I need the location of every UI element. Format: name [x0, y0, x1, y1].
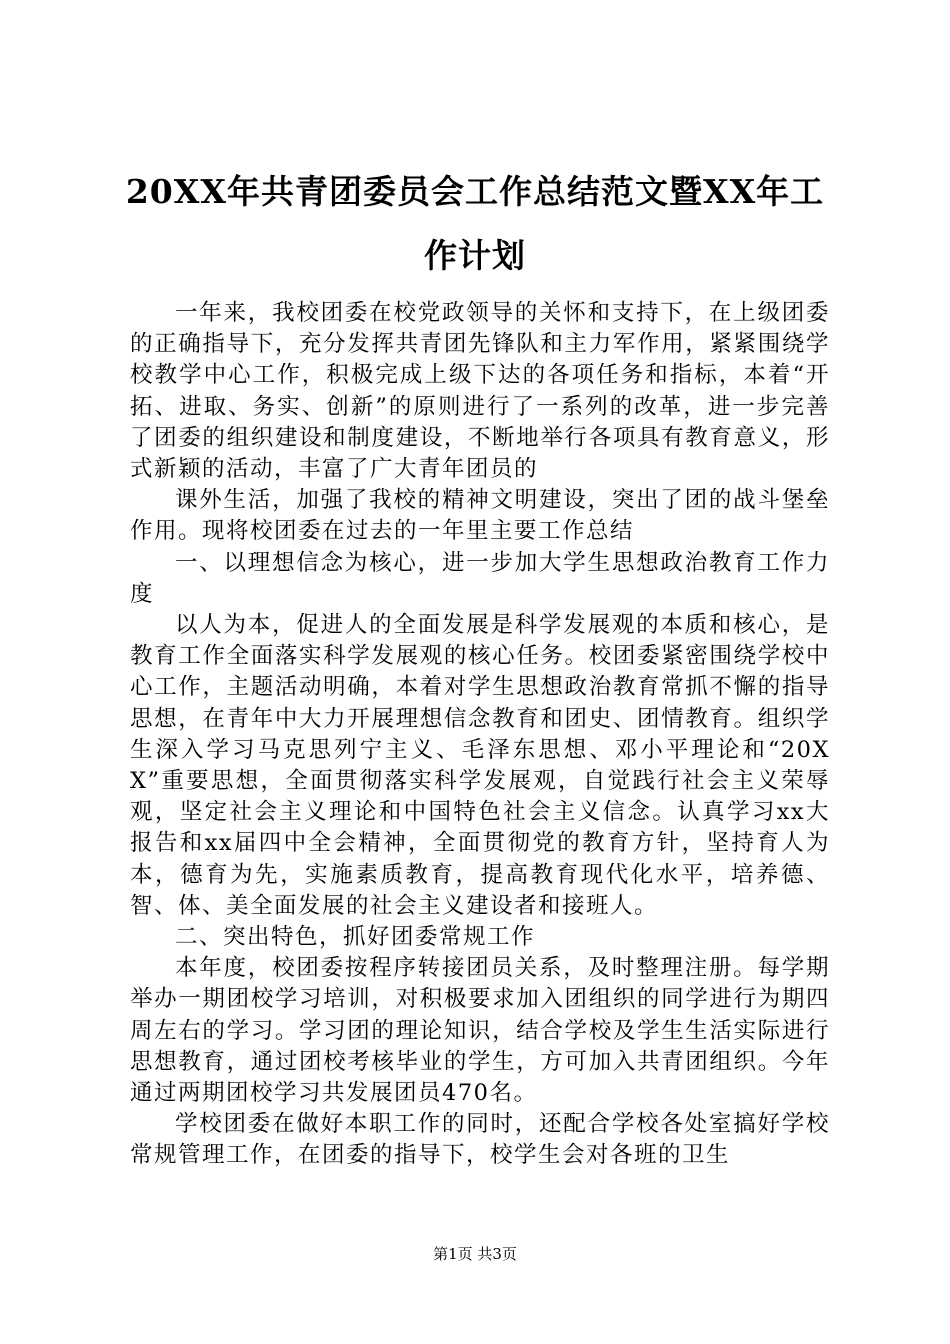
body-paragraph: 本年度，校团委按程序转接团员关系，及时整理注册。每学期举办一期团校学习培训，对积极要求加入团组织的同学进行为期四周左右的学习。学习团的理论知识，结合学校及学生生活实际进行思想教育，通过团校考核毕业的学生，方可加入共青团组织。今年通过两期团校学习共发展团员470名。: [130, 955, 830, 1107]
body-paragraph: 课外生活，加强了我校的精神文明建设，突出了团的战斗堡垒作用。现将校团委在过去的一年里主要工作总结: [130, 487, 830, 545]
body-paragraph: 以人为本，促进人的全面发展是科学发展观的本质和核心，是教育工作全面落实科学发展观的核心任务。校团委紧密围绕学校中心工作，主题活动明确，本着对学生思想政治教育常抓不懈的指导思想，在青年中大力开展理想信念教育和团史、团情教育。组织学生深入学习马克思列宁主义、毛泽东思想、邓小平理论和“20XX”重要思想，全面贯彻落实科学发展观，自觉践行社会主义荣辱观，坚定社会主义理论和中国特色社会主义信念。认真学习xx大报告和xx届四中全会精神，全面贯彻党的教育方针，坚持育人为本，德育为先，实施素质教育，提高教育现代化水平，培养德、智、体、美全面发展的社会主义建设者和接班人。: [130, 612, 830, 919]
body-paragraph: 学校团委在做好本职工作的同时，还配合学校各处室搞好学校常规管理工作，在团委的指导下，校学生会对各班的卫生: [130, 1111, 830, 1169]
document-title: 20XX年共青团委员会工作总结范文暨XX年工作计划: [125, 172, 825, 275]
page-number-footer: 第1页 共3页: [433, 1245, 517, 1263]
document-body: [130, 298, 830, 1172]
section-heading: 二、突出特色，抓好团委常规工作: [175, 924, 536, 951]
body-paragraph: 一年来，我校团委在校党政领导的关怀和支持下，在上级团委的正确指导下，充分发挥共青团先锋队和主力军作用，紧紧围绕学校教学中心工作，积极完成上级下达的各项任务和指标，本着“开拓、进取、务实、创新”的原则进行了一系列的改革，进一步完善了团委的组织建设和制度建设，不断地举行各项具有教育意义，形式新颖的活动，丰富了广大青年团员的: [130, 300, 830, 483]
section-heading: 一、以理想信念为核心，进一步加大学生思想政治教育工作力度: [130, 549, 830, 607]
